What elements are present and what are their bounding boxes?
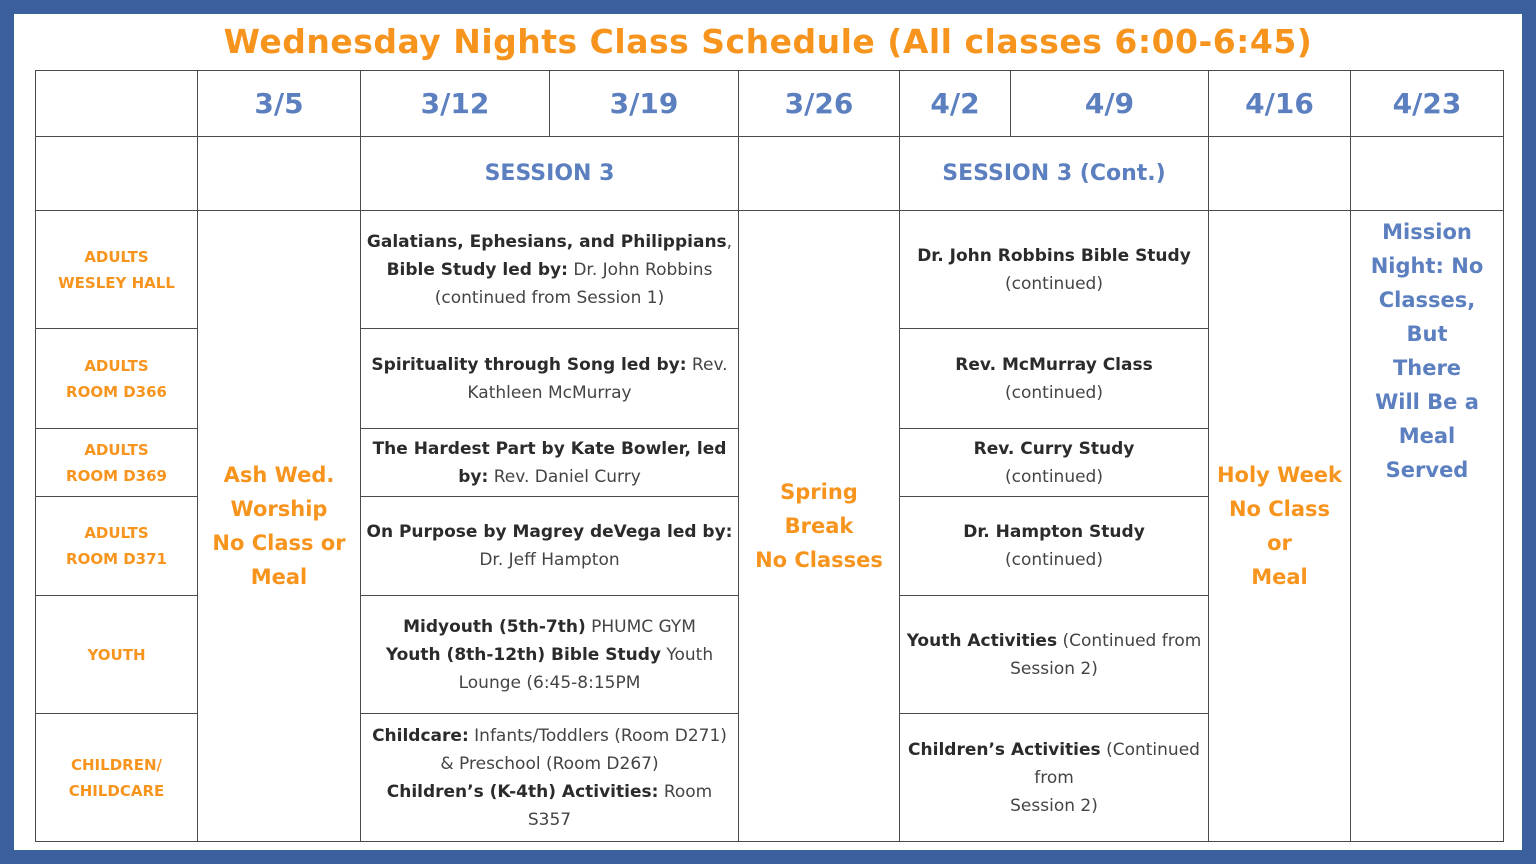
ash-wednesday-cell: Ash Wed. Worship No Class or Meal [198,211,361,842]
empty-cell [198,137,361,211]
corner-cell [36,71,198,137]
row-label: YOUTH [36,596,198,714]
row-label: ADULTS ROOM D371 [36,497,198,596]
date-header: 3/12 [361,71,550,137]
session-class-cell: Galatians, Ephesians, and Philippians, Bible Study led by: Dr. John Robbins (continued from Session 1) [361,211,739,329]
cont-class-cell: Dr. Hampton Study (continued) [900,497,1209,596]
schedule-table [35,70,1504,842]
session-class-cell: On Purpose by Magrey deVega led by: Dr. Jeff Hampton [361,497,739,596]
cont-class-cell: Children’s Activities (Continued from Session 2) [900,714,1209,842]
session-row [36,137,1504,211]
schedule-page [14,14,1522,850]
session-class-cell: Spirituality through Song led by: Rev. Kathleen McMurray [361,329,739,429]
date-header: 4/23 [1351,71,1504,137]
page-title: Wednesday Nights Class Schedule (All classes 6:00-6:45) [223,22,1313,61]
holy-week-cell: Holy Week No Class or Meal [1209,211,1351,842]
table-row [36,211,1504,329]
mission-night-cell: Mission Night: No Classes, But There Will Be a Meal Served [1351,211,1504,842]
date-header-row [36,71,1504,137]
row-label: CHILDREN/ CHILDCARE [36,714,198,842]
session-class-cell: The Hardest Part by Kate Bowler, led by: Rev. Daniel Curry [361,429,739,497]
empty-cell [1209,137,1351,211]
cont-class-cell: Rev. McMurray Class (continued) [900,329,1209,429]
session-3-cont-header: SESSION 3 (Cont.) [900,137,1209,211]
cont-class-cell: Youth Activities (Continued from Session 2) [900,596,1209,714]
session-3-header: SESSION 3 [361,137,739,211]
cont-class-cell: Rev. Curry Study (continued) [900,429,1209,497]
empty-cell [36,137,198,211]
row-label: ADULTS ROOM D366 [36,329,198,429]
row-label: ADULTS ROOM D369 [36,429,198,497]
empty-cell [1351,137,1504,211]
cont-class-cell: Dr. John Robbins Bible Study (continued) [900,211,1209,329]
date-header: 4/9 [1011,71,1209,137]
session-class-cell: Childcare: Infants/Toddlers (Room D271) & Preschool (Room D267) Children’s (K-4th) Activities: Room S357 [361,714,739,842]
date-header: 4/2 [900,71,1011,137]
date-header: 3/19 [550,71,739,137]
date-header: 3/26 [739,71,900,137]
date-header: 4/16 [1209,71,1351,137]
session-class-cell: Midyouth (5th-7th) PHUMC GYM Youth (8th-12th) Bible Study Youth Lounge (6:45-8:15PM [361,596,739,714]
empty-cell [739,137,900,211]
date-header: 3/5 [198,71,361,137]
spring-break-cell: Spring Break No Classes [739,211,900,842]
row-label: ADULTS WESLEY HALL [36,211,198,329]
